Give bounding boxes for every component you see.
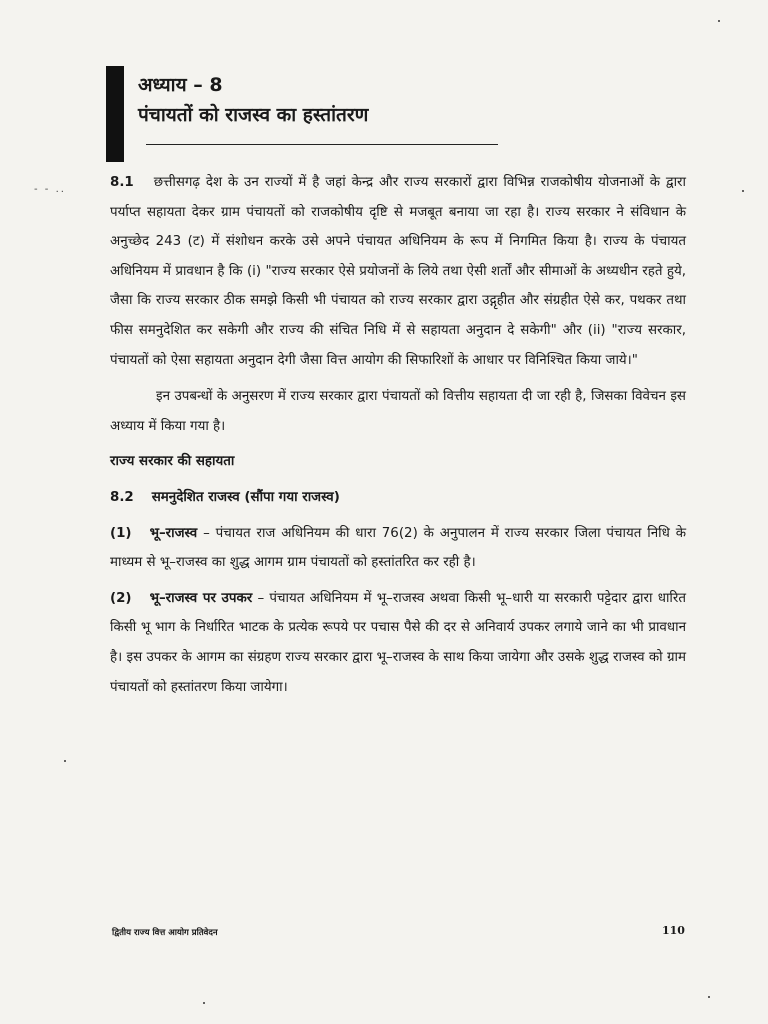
section-number: 8.2 — [110, 489, 134, 505]
item-number: (1) — [110, 525, 132, 541]
list-item — [110, 519, 686, 578]
scan-speck — [718, 20, 720, 22]
item-term: भू–राजस्व पर उपकर — [149, 590, 253, 606]
body-text — [110, 168, 686, 702]
paragraph-intro: इन उपबन्धों के अनुसरण में राज्य सरकार द्वारा पंचायतों को वित्तीय सहायता दी जा रही है, जिसका विवेचन इस अध्याय में किया गया है। — [110, 389, 686, 434]
chapter-header — [138, 72, 368, 130]
item-term: भू–राजस्व — [149, 525, 198, 541]
footer-report-name: द्वितीय राज्य वित्त आयोग प्रतिवेदन — [112, 928, 218, 938]
item-number: (2) — [110, 590, 132, 606]
subheading-state-assistance: राज्य सरकार की सहायता — [110, 454, 235, 470]
chapter-number: अध्याय – 8 — [138, 74, 223, 96]
chapter-marker-bar — [106, 66, 124, 162]
scan-speck — [64, 760, 66, 762]
scan-speck — [203, 1002, 205, 1004]
paragraph-number: 8.1 — [110, 175, 134, 190]
scan-speck — [708, 996, 710, 998]
margin-mark: - - .. — [34, 184, 66, 195]
page-number: 110 — [662, 924, 685, 937]
section-title: समनुदेशित राजस्व (सौंपा गया राजस्व) — [151, 489, 340, 505]
item-text: – पंचायत अधिनियम में भू–राजस्व अथवा किसी भू–धारी या सरकारी पट्टेदार द्वारा धारित किसी भू भाग के निर्धारित भाटक के प्रत्येक रूपये पर पचास पैसे की दर से अनिवार्य उपकर लगाये जाने का भी प्रावधान है। इस उपकर के आगम का संग्रहण राज्य सरकार द्वारा भू–राजस्व के साथ किया जायेगा और उसके शुद्ध राजस्व को ग्राम पंचायतों को हस्तांतरण किया जायेगा। — [110, 590, 686, 695]
list-item — [110, 584, 686, 702]
chapter-title: पंचायतों को राजस्व का हस्तांतरण — [138, 104, 369, 126]
item-text: – पंचायत राज अधिनियम की धारा 76(2) के अनुपालन में राज्य सरकार जिला पंचायत निधि के माध्यम से भू–राजस्व का शुद्ध आगम ग्राम पंचायतों को हस्तांतरित कर रही है। — [110, 525, 686, 571]
scan-speck — [742, 190, 744, 192]
paragraph-8-1 — [110, 168, 686, 375]
section-heading-8-2 — [110, 483, 686, 513]
paragraph-text: छत्तीसगढ़ देश के उन राज्यों में है जहां केन्द्र और राज्य सरकारों द्वारा विभिन्न राजकोषीय योजनाओं के द्वारा पर्याप्त सहायता देकर ग्राम पंचायतों को राजकोषीय दृष्टि से मजबूत बनाया जा रहा है। राज्य सरकार ने संविधान के अनुच्छेद 243 (ट) में संशोधन करके उसे अपने पंचायत अधिनियम के रूप में निगमित किया है। राज्य के पंचायत अधिनियम में प्रावधान है कि (i) "राज्य सरकार ऐसे प्रयोजनों के लिये तथा ऐसी शर्तों और सीमाओं के अध्यधीन रहते हुये, जैसा कि राज्य सरकार ठीक समझे किसी भी पंचायत को राज्य सरकार द्वारा उद्गृहीत और संग्रहीत ऐसे कर, पथकर तथा फीस समनुदेशित कर सकेगी और राज्य की संचित निधि में से सहायता अनुदान दे सकेगी" और (ii) "राज्य सरकार, पंचायतों को ऐसा सहायता अनुदान देगी जैसा वित्त आयोग की सिफारिशों के आधार पर विनिश्चित किया जाये।" — [110, 175, 686, 368]
title-underline — [146, 144, 498, 145]
